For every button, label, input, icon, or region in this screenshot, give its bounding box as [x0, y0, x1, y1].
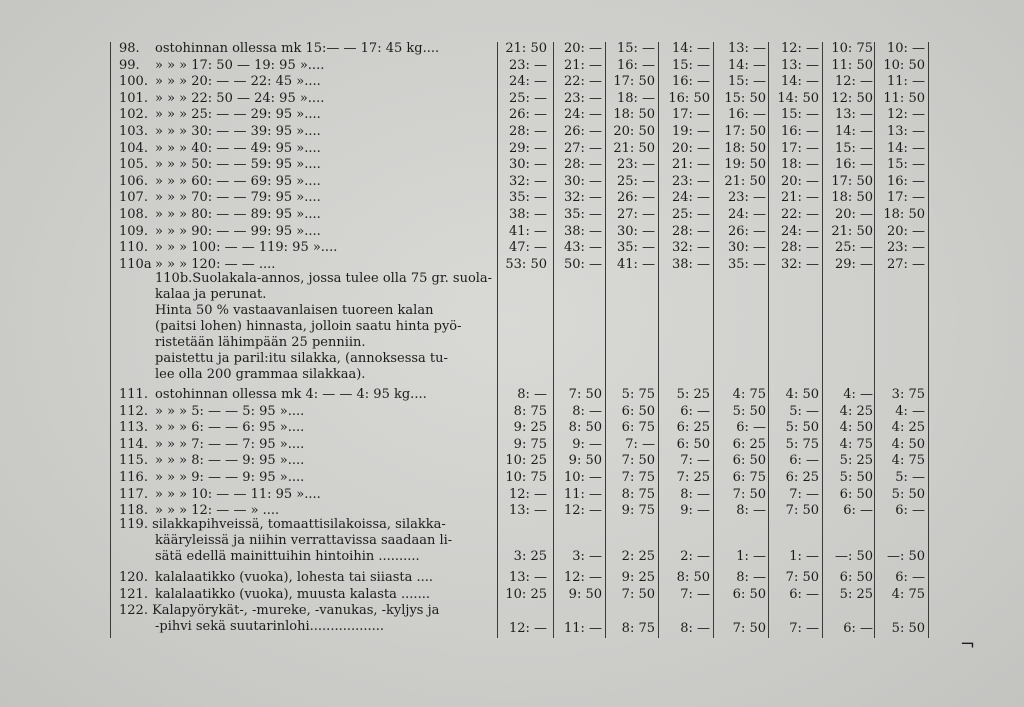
- price-cell: 19: 50: [724, 157, 766, 173]
- row-description: » » » 25: — — 29: 95 »....: [155, 107, 321, 123]
- note-line: paistettu ja paril:itu silakka, (annoksessa tu-: [155, 351, 448, 366]
- price-cell: 27: —: [616, 207, 655, 222]
- price-cell: 14: —: [886, 140, 925, 156]
- row-description: kalalaatikko (vuoka), muusta kalasta .......: [155, 586, 430, 602]
- row-number: 110a: [119, 256, 152, 272]
- price-cell: 12: —: [508, 486, 547, 502]
- price-cell: 32: —: [671, 240, 710, 256]
- price-cell: 6: 50: [732, 453, 766, 469]
- row-number: 107.: [119, 190, 148, 206]
- price-cell: 12: 50: [831, 90, 873, 106]
- note-110b: [155, 271, 495, 383]
- note-line: sätä edellä mainittuihin hintoihin ..........: [155, 549, 420, 564]
- price-cell: 18: 50: [883, 207, 925, 222]
- price-cell: 5: 50: [785, 420, 819, 436]
- note-line: -pihvi sekä suutarinlohi..................: [155, 619, 385, 634]
- price-cell: 7: 50: [732, 621, 766, 636]
- price-cell: 17: 50: [613, 74, 655, 90]
- price-cell: 6: 50: [676, 436, 710, 452]
- row-description: » » » 7: — — 7: 95 »....: [155, 436, 305, 452]
- price-cell: 2: 25: [621, 549, 655, 564]
- price-cell: 53: 50: [505, 256, 547, 272]
- price-cell: 8: 75: [621, 621, 655, 636]
- price-cell: 25: —: [616, 173, 655, 189]
- table-row: [0, 74, 1024, 90]
- price-cell: 16: —: [780, 124, 819, 139]
- row-number: 114.: [119, 436, 148, 452]
- price-cell: 18: —: [780, 157, 819, 173]
- price-cell: 28: —: [780, 240, 819, 256]
- price-cell: 8: 50: [676, 570, 710, 585]
- price-cell: 21: 50: [831, 223, 873, 239]
- price-cell: 21: —: [563, 57, 602, 73]
- price-cell: 16: 50: [668, 90, 710, 106]
- price-cell: 7: 25: [676, 470, 710, 485]
- price-cell: 25: —: [508, 90, 547, 106]
- table-row: [0, 420, 1024, 436]
- price-cell: 6: 75: [732, 470, 766, 485]
- price-cell: 11: —: [563, 486, 602, 502]
- row-description: » » » 12: — — » ....: [155, 503, 280, 519]
- price-cell: 32: —: [780, 256, 819, 272]
- price-cell: 10: 75: [505, 470, 547, 485]
- price-cell: 5: 75: [785, 436, 819, 452]
- price-cell: —: 50: [886, 549, 925, 564]
- row-number: 121.: [119, 586, 148, 602]
- price-cell: 9: 25: [513, 420, 547, 436]
- price-cell: 6: —: [789, 586, 819, 602]
- price-cell: 47: —: [508, 240, 547, 256]
- price-cell: 9: 75: [621, 503, 655, 519]
- table-row: [0, 404, 1024, 420]
- price-cell: 38: —: [671, 256, 710, 272]
- price-cell: 1: —: [736, 549, 766, 564]
- price-cell: 2: —: [680, 549, 710, 564]
- row-number: 113.: [119, 420, 148, 436]
- price-cell: 25: —: [671, 207, 710, 222]
- table-row-119-values: [0, 549, 1024, 565]
- price-cell: 19: —: [671, 124, 710, 139]
- price-cell: 41: —: [508, 223, 547, 239]
- price-cell: 13: —: [727, 41, 766, 56]
- table-row: [0, 387, 1024, 403]
- price-cell: 7: 50: [568, 387, 602, 402]
- row-description: » » » 20: — — 22: 45 »....: [155, 74, 321, 90]
- price-cell: 8: —: [517, 387, 547, 402]
- table-row: [0, 570, 1024, 586]
- price-cell: 23: —: [671, 173, 710, 189]
- price-cell: 7: 50: [785, 503, 819, 519]
- row-number: 108.: [119, 207, 148, 222]
- price-cell: 7: 50: [621, 586, 655, 602]
- price-cell: 20: —: [780, 173, 819, 189]
- price-cell: 6: 50: [839, 570, 873, 585]
- price-cell: 13: —: [508, 570, 547, 585]
- table-row: [0, 91, 1024, 107]
- price-cell: 5: —: [895, 470, 925, 485]
- price-cell: 11: —: [886, 74, 925, 90]
- price-cell: 23: —: [563, 90, 602, 106]
- row-description: » » » 6: — — 6: 95 »....: [155, 420, 305, 436]
- row-description: ostohinnan ollessa mk 4: — — 4: 95 kg....: [155, 387, 427, 402]
- price-cell: 20: —: [671, 140, 710, 156]
- price-cell: 20: —: [886, 223, 925, 239]
- price-cell: 24: —: [727, 207, 766, 222]
- price-cell: 10: 25: [505, 586, 547, 602]
- table-row: [0, 470, 1024, 486]
- note-line: 119. silakkapihveissä, tomaattisilakoissa, silakka-: [119, 517, 446, 532]
- price-cell: 9: 50: [568, 453, 602, 469]
- row-description: » » » 100: — — 119: 95 »....: [155, 240, 338, 256]
- price-cell: 8: —: [736, 503, 766, 519]
- table-row: [0, 437, 1024, 453]
- price-cell: 15: —: [616, 41, 655, 56]
- table-row: [0, 240, 1024, 256]
- price-cell: 6: 75: [621, 420, 655, 436]
- table-row: [0, 453, 1024, 469]
- price-cell: 28: —: [508, 124, 547, 139]
- row-number: 112.: [119, 403, 148, 419]
- price-cell: 18: —: [616, 90, 655, 106]
- row-number: 105.: [119, 157, 148, 173]
- corner-mark: ¬: [960, 634, 976, 655]
- price-cell: 22: —: [780, 207, 819, 222]
- row-description: » » » 120: — — ....: [155, 256, 276, 272]
- price-cell: 10: 75: [831, 41, 873, 56]
- price-cell: 6: —: [789, 453, 819, 469]
- price-cell: 5: 50: [891, 621, 925, 636]
- price-cell: 8: 75: [513, 403, 547, 419]
- table-row: [0, 487, 1024, 503]
- price-cell: 6: 50: [621, 403, 655, 419]
- price-cell: 27: —: [563, 140, 602, 156]
- price-cell: 13: —: [886, 124, 925, 139]
- price-cell: 12: —: [508, 621, 547, 636]
- table-row: [0, 41, 1024, 57]
- row-number: 98.: [119, 41, 140, 56]
- table-row: [0, 124, 1024, 140]
- price-cell: 7: —: [789, 486, 819, 502]
- note-line: ristetään lähimpään 25 penniin.: [155, 335, 366, 350]
- price-cell: 18: 50: [724, 140, 766, 156]
- table-row: [0, 190, 1024, 206]
- row-description: kalalaatikko (vuoka), lohesta tai siiasta ....: [155, 570, 434, 585]
- row-number: 99.: [119, 57, 140, 73]
- row-number: 101.: [119, 90, 148, 106]
- price-cell: 8: —: [680, 621, 710, 636]
- price-cell: 9: 50: [568, 586, 602, 602]
- row-description: » » » 22: 50 — 24: 95 »....: [155, 90, 325, 106]
- price-cell: 10: 50: [883, 57, 925, 73]
- price-cell: 24: —: [671, 190, 710, 206]
- price-cell: 21: 50: [613, 140, 655, 156]
- price-cell: 38: —: [508, 207, 547, 222]
- note-line: kalaa ja perunat.: [155, 287, 267, 302]
- price-cell: 20: —: [563, 41, 602, 56]
- price-cell: 12: —: [886, 107, 925, 123]
- row-description: » » » 8: — — 9: 95 »....: [155, 453, 305, 469]
- price-cell: 8: —: [680, 486, 710, 502]
- price-cell: 38: —: [563, 223, 602, 239]
- price-cell: 35: —: [616, 240, 655, 256]
- price-cell: 29: —: [834, 256, 873, 272]
- price-cell: 24: —: [563, 107, 602, 123]
- price-cell: 16: —: [834, 157, 873, 173]
- price-cell: 15: —: [780, 107, 819, 123]
- price-cell: 5: 25: [839, 453, 873, 469]
- price-cell: 11: 50: [831, 57, 873, 73]
- price-cell: 23: —: [727, 190, 766, 206]
- row-description: » » » 80: — — 89: 95 »....: [155, 207, 321, 222]
- price-cell: 26: —: [616, 190, 655, 206]
- price-cell: 6: 25: [676, 420, 710, 436]
- price-cell: 12: —: [563, 503, 602, 519]
- price-cell: 23: —: [886, 240, 925, 256]
- price-cell: 16: —: [671, 74, 710, 90]
- price-cell: 6: —: [895, 503, 925, 519]
- price-cell: 13: —: [780, 57, 819, 73]
- table-row: [0, 257, 1024, 273]
- row-number: 115.: [119, 453, 148, 469]
- row-number: 118.: [119, 503, 148, 519]
- price-cell: 16: —: [886, 173, 925, 189]
- price-cell: 1: —: [789, 549, 819, 564]
- price-cell: 23: —: [616, 157, 655, 173]
- price-cell: 26: —: [563, 124, 602, 139]
- price-cell: 21: —: [780, 190, 819, 206]
- price-cell: 14: —: [671, 41, 710, 56]
- price-cell: 6: 50: [732, 586, 766, 602]
- price-cell: 6: —: [843, 621, 873, 636]
- price-cell: 23: —: [508, 57, 547, 73]
- price-cell: 13: —: [508, 503, 547, 519]
- price-cell: 8: —: [736, 570, 766, 585]
- price-cell: 22: —: [563, 74, 602, 90]
- price-cell: 28: —: [563, 157, 602, 173]
- row-description: » » » 5: — — 5: 95 »....: [155, 403, 305, 419]
- price-cell: 6: 25: [732, 436, 766, 452]
- price-cell: 11: 50: [883, 90, 925, 106]
- price-cell: 7: —: [680, 453, 710, 469]
- table-row: [0, 157, 1024, 173]
- table-row: [0, 174, 1024, 190]
- price-cell: 41: —: [616, 256, 655, 272]
- row-description: » » » 40: — — 49: 95 »....: [155, 140, 321, 156]
- price-cell: 27: —: [886, 256, 925, 272]
- price-cell: 21: 50: [505, 41, 547, 56]
- note-line: kääryleissä ja niihin verrattavissa saadaan li-: [155, 533, 453, 548]
- price-cell: 24: —: [780, 223, 819, 239]
- price-cell: 18: 50: [613, 107, 655, 123]
- price-cell: 28: —: [671, 223, 710, 239]
- price-cell: 13: —: [834, 107, 873, 123]
- price-cell: 4: 25: [891, 420, 925, 436]
- price-cell: 32: —: [563, 190, 602, 206]
- note-line: 122. Kalapyörykät-, -mureke, -vanukas, -kyljys ja: [119, 603, 440, 618]
- price-cell: 9: —: [572, 436, 602, 452]
- price-cell: 14: —: [834, 124, 873, 139]
- price-cell: 16: —: [616, 57, 655, 73]
- price-cell: 5: —: [789, 403, 819, 419]
- price-cell: 30: —: [508, 157, 547, 173]
- price-cell: 15: —: [886, 157, 925, 173]
- price-cell: 17: 50: [724, 124, 766, 139]
- price-cell: 10: —: [563, 470, 602, 485]
- note-line: lee olla 200 grammaa silakkaa).: [155, 367, 366, 382]
- price-cell: —: 50: [834, 549, 873, 564]
- row-description: » » » 9: — — 9: 95 »....: [155, 470, 305, 485]
- row-description: ostohinnan ollessa mk 15:— — 17: 45 kg....: [155, 41, 440, 56]
- price-cell: 4: 75: [891, 586, 925, 602]
- row-number: 120.: [119, 570, 148, 585]
- price-cell: 7: 50: [785, 570, 819, 585]
- note-line: 110b.Suolakala-annos, jossa tulee olla 75 gr. suola-: [155, 271, 493, 286]
- table-row: [0, 587, 1024, 603]
- price-cell: 15: —: [834, 140, 873, 156]
- price-cell: 8: 50: [568, 420, 602, 436]
- price-cell: 6: —: [680, 403, 710, 419]
- price-cell: 3: 25: [513, 549, 547, 564]
- row-description: » » » 30: — — 39: 95 »....: [155, 124, 321, 139]
- price-cell: 7: —: [625, 436, 655, 452]
- price-cell: 7: 75: [621, 470, 655, 485]
- price-cell: 9: 25: [621, 570, 655, 585]
- price-cell: 3: —: [572, 549, 602, 564]
- price-cell: 17: —: [780, 140, 819, 156]
- table-row: [0, 141, 1024, 157]
- price-cell: 10: 25: [505, 453, 547, 469]
- price-cell: 4: 75: [732, 387, 766, 402]
- row-number: 104.: [119, 140, 148, 156]
- price-cell: 11: —: [563, 621, 602, 636]
- price-cell: 17: —: [671, 107, 710, 123]
- price-cell: 4: —: [843, 387, 873, 402]
- table-row: [0, 224, 1024, 240]
- price-cell: 8: —: [572, 403, 602, 419]
- price-cell: 14: —: [780, 74, 819, 90]
- price-cell: 7: —: [680, 586, 710, 602]
- price-cell: 12: —: [780, 41, 819, 56]
- price-cell: 21: —: [671, 157, 710, 173]
- price-cell: 20: 50: [613, 124, 655, 139]
- price-cell: 4: 75: [891, 453, 925, 469]
- price-cell: 17: 50: [831, 173, 873, 189]
- note-line: (paitsi lohen) hinnasta, jolloin saatu hinta pyö-: [155, 319, 462, 334]
- price-cell: 3: 75: [891, 387, 925, 402]
- price-cell: 8: 75: [621, 486, 655, 502]
- price-cell: 4: 25: [839, 403, 873, 419]
- price-cell: 6: —: [895, 570, 925, 585]
- price-cell: 6: —: [736, 420, 766, 436]
- price-cell: 32: —: [508, 173, 547, 189]
- price-cell: 5: 25: [676, 387, 710, 402]
- price-cell: 26: —: [508, 107, 547, 123]
- row-number: 117.: [119, 486, 148, 502]
- row-number: 100.: [119, 74, 148, 90]
- price-cell: 4: 50: [839, 420, 873, 436]
- row-number: 103.: [119, 124, 148, 139]
- price-cell: 17: —: [886, 190, 925, 206]
- price-cell: 12: —: [834, 74, 873, 90]
- price-cell: 18: 50: [831, 190, 873, 206]
- row-description: » » » 10: — — 11: 95 »....: [155, 486, 321, 502]
- row-description: » » » 17: 50 — 19: 95 »....: [155, 57, 325, 73]
- price-cell: 6: 25: [785, 470, 819, 485]
- price-cell: 29: —: [508, 140, 547, 156]
- price-cell: 15: —: [671, 57, 710, 73]
- row-number: 111.: [119, 387, 148, 402]
- price-cell: 4: 50: [785, 387, 819, 402]
- price-cell: 4: —: [895, 403, 925, 419]
- price-cell: 24: —: [508, 74, 547, 90]
- row-description: » » » 70: — — 79: 95 »....: [155, 190, 321, 206]
- row-number: 109.: [119, 223, 148, 239]
- price-cell: 10: —: [886, 41, 925, 56]
- table-row-122-values: [0, 621, 1024, 637]
- price-cell: 25: —: [834, 240, 873, 256]
- row-number: 102.: [119, 107, 148, 123]
- price-cell: 43: —: [563, 240, 602, 256]
- row-number: 110.: [119, 240, 148, 256]
- price-cell: 7: —: [789, 621, 819, 636]
- price-cell: 5: 25: [839, 586, 873, 602]
- price-cell: 7: 50: [732, 486, 766, 502]
- table-row: [0, 58, 1024, 74]
- price-cell: 35: —: [508, 190, 547, 206]
- price-cell: 9: —: [680, 503, 710, 519]
- price-cell: 21: 50: [724, 173, 766, 189]
- price-cell: 5: 50: [732, 403, 766, 419]
- row-number: 116.: [119, 470, 148, 485]
- price-cell: 30: —: [616, 223, 655, 239]
- price-cell: 14: 50: [777, 90, 819, 106]
- price-cell: 26: —: [727, 223, 766, 239]
- price-cell: 12: —: [563, 570, 602, 585]
- price-cell: 30: —: [563, 173, 602, 189]
- row-description: » » » 90: — — 99: 95 »....: [155, 223, 321, 239]
- table-row: [0, 107, 1024, 123]
- row-description: » » » 50: — — 59: 95 »....: [155, 157, 321, 173]
- row-number: 106.: [119, 173, 148, 189]
- price-cell: 20: —: [834, 207, 873, 222]
- price-cell: 35: —: [563, 207, 602, 222]
- price-cell: 16: —: [727, 107, 766, 123]
- note-line: Hinta 50 % vastaavanlaisen tuoreen kalan: [155, 303, 434, 318]
- price-cell: 6: 50: [839, 486, 873, 502]
- price-cell: 5: 75: [621, 387, 655, 402]
- price-cell: 35: —: [727, 256, 766, 272]
- price-cell: 5: 50: [891, 486, 925, 502]
- row-description: » » » 60: — — 69: 95 »....: [155, 173, 321, 189]
- price-cell: 6: —: [843, 503, 873, 519]
- price-cell: 15: —: [727, 74, 766, 90]
- price-cell: 5: 50: [839, 470, 873, 485]
- price-cell: 7: 50: [621, 453, 655, 469]
- price-cell: 15: 50: [724, 90, 766, 106]
- price-cell: 4: 75: [839, 436, 873, 452]
- price-cell: 4: 50: [891, 436, 925, 452]
- price-cell: 30: —: [727, 240, 766, 256]
- price-cell: 9: 75: [513, 436, 547, 452]
- table-row: [0, 207, 1024, 223]
- price-cell: 14: —: [727, 57, 766, 73]
- price-cell: 50: —: [563, 256, 602, 272]
